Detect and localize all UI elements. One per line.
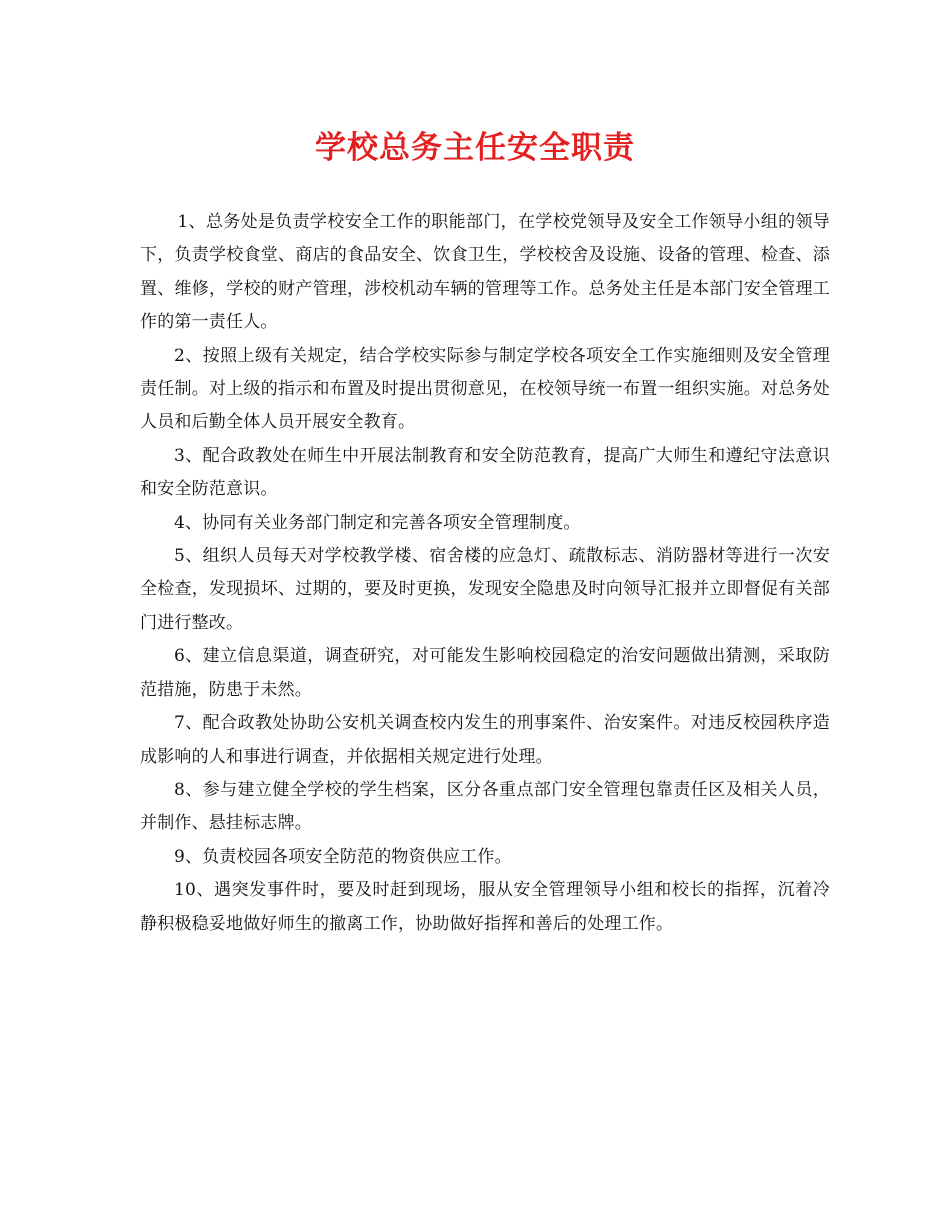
paragraph-10: 10、遇突发事件时，要及时赶到现场，服从安全管理领导小组和校长的指挥，沉着冷静积极稳妥地做好师生的撤离工作，协助做好指挥和善后的处理工作。 bbox=[140, 880, 830, 934]
paragraph-6: 6、建立信息渠道，调查研究，对可能发生影响校园稳定的治安问题做出猜测，采取防范措施，防患于未然。 bbox=[140, 646, 830, 700]
document-body bbox=[140, 206, 830, 941]
paragraph-9: 9、负责校园各项安全防范的物资供应工作。 bbox=[174, 846, 512, 867]
paragraph-4: 4、协同有关业务部门制定和完善各项安全管理制度。 bbox=[174, 512, 581, 533]
paragraph-3: 3、配合政教处在师生中开展法制教育和安全防范教育，提高广大师生和遵纪守法意识和安全防范意识。 bbox=[140, 445, 830, 500]
paragraph-8: 8、参与建立健全学校的学生档案，区分各重点部门安全管理包靠责任区及相关人员，并制作、悬挂标志牌。 bbox=[140, 779, 830, 834]
paragraph-2: 2、按照上级有关规定，结合学校实际参与制定学校各项安全工作实施细则及安全管理责任制。对上级的指示和布置及时提出贯彻意见，在校领导统一布置一组织实施。对总务处人员和后勤全体人员开展安全教育。 bbox=[140, 345, 830, 433]
paragraph-7: 7、配合政教处协助公安机关调查校内发生的刑事案件、治安案件。对违反校园秩序造成影响的人和事进行调查，并依据相关规定进行处理。 bbox=[140, 713, 830, 767]
document-title: 学校总务主任安全职责 bbox=[315, 130, 635, 166]
paragraph-5: 5、组织人员每天对学校教学楼、宿舍楼的应急灯、疏散标志、消防器材等进行一次安全检查，发现损坏、过期的，要及时更换，发现安全隐患及时向领导汇报并立即督促有关部门进行整改。 bbox=[140, 546, 830, 633]
paragraph-1: 1、总务处是负责学校安全工作的职能部门，在学校党领导及安全工作领导小组的领导下，负责学校食堂、商店的食品安全、饮食卫生，学校校舍及设施、设备的管理、检查、添置、维修，学校的财产管理，涉校机动车辆的管理等工作。总务处主任是本部门安全管理工作的第一责任人。 bbox=[140, 212, 830, 333]
